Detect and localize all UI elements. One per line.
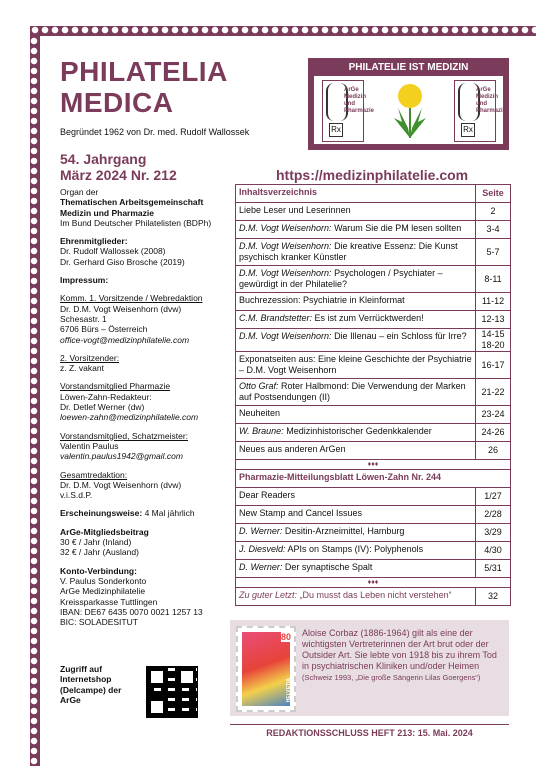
toc-entry-page: 2 — [475, 203, 510, 220]
toc-entry-author: D.M. Vogt Weisenhorn: — [239, 268, 332, 278]
toc-entry-page: 14-15 18-20 — [475, 329, 510, 351]
toc-entry-page: 1/27 — [475, 488, 510, 505]
toc-entry-author: D. Werner: — [239, 526, 283, 536]
rx-icon-right: Rx — [461, 123, 475, 137]
toc-entry-title: Liebe Leser und Leserinnen — [239, 205, 351, 215]
rx-icon: Rx — [329, 123, 343, 137]
sidebar-imprint — [60, 187, 232, 635]
toc-entry-author: J. Diesveld: — [239, 544, 286, 554]
toc-section2-title: Pharmazie-Mitteilungsblatt Löwen-Zahn Nr. 244 — [239, 472, 442, 482]
philatelie-ist-medizin-badge — [308, 58, 509, 150]
toc-entry[interactable] — [236, 239, 510, 266]
toc-entry-page: 23-24 — [475, 406, 510, 423]
vice-label: 2. Vorsitzender: — [60, 352, 120, 363]
toc-entry-title: Die kreative Essenz: Die Kunst psychisch kranker Künstler — [239, 241, 458, 262]
account-line: ArGe Medizinphilatelie — [60, 586, 146, 597]
toc-entry-page: 3-4 — [475, 221, 510, 238]
feature-text — [302, 628, 504, 683]
toc-entry-title: Dear Readers — [239, 490, 296, 500]
toc-entry[interactable] — [236, 506, 510, 524]
organ-line: Organ der — [60, 187, 99, 197]
toc-entry[interactable] — [236, 293, 510, 311]
honorary-member: Dr. Gerhard Giso Brosche (2019) — [60, 256, 185, 267]
caduceus-emblem-right-icon — [454, 80, 507, 142]
toc-entry-title: Die Illenau – ein Schloss für Irre? — [334, 331, 467, 341]
badge-emblems — [314, 76, 507, 144]
toc-entry[interactable] — [236, 379, 510, 406]
toc-closing-page: 32 — [475, 588, 510, 605]
organ-bdph: Im Bund Deutscher Philatelisten (BDPh) — [60, 217, 212, 228]
toc-header — [236, 185, 510, 203]
toc-entry-author: C.M. Brandstetter: — [239, 313, 313, 323]
editor-note: v.i.S.d.P. — [60, 490, 93, 501]
toc-closing-entry[interactable] — [236, 588, 510, 605]
feature-citation: (Schweiz 1993, „Die große Sängerin Lilas Goergens“) — [302, 673, 481, 682]
toc-entry-title: Desitin-Arzneimittel, Hamburg — [284, 526, 405, 536]
toc-entry-page: 3/29 — [475, 524, 510, 541]
dandelion-icon — [388, 78, 432, 142]
toc-entry-page: 5/31 — [475, 560, 510, 577]
chair-street: Schesastr. 1 — [60, 313, 107, 324]
toc-entry-page: 21-22 — [475, 379, 510, 405]
toc-entry[interactable] — [236, 542, 510, 560]
frequency-label: Erscheinungsweise: — [60, 508, 143, 519]
editor-name: Dr. D.M. Vogt Weisenhorn (dvw) — [60, 479, 182, 490]
toc-entry-title: Warum Sie die PM lesen sollten — [334, 223, 462, 233]
toc-entry-title: Buchrezession: Psychiatrie in Kleinformat — [239, 295, 405, 305]
account-line: Kreissparkasse Tuttlingen — [60, 596, 158, 607]
toc-entry-title: Der synaptische Spalt — [284, 562, 373, 572]
toc-entry-author: W. Braune: — [239, 426, 284, 436]
editor-label: Gesamtredaktion: — [60, 469, 128, 480]
volume: 54. Jahrgang — [60, 151, 147, 167]
masthead-title — [60, 56, 228, 118]
emblem-org-label-right: ArGe Medizin und Pharmazie — [476, 87, 507, 114]
issue-info — [60, 151, 177, 183]
toc-entry-title: Psychologen / Psychiater – gewürdigt in der Philatelie? — [239, 268, 443, 289]
treasurer-email-link[interactable]: valentin.paulus1942@gmail.com — [60, 451, 183, 462]
aloise-corbaz-stamp-image — [236, 626, 296, 712]
toc-entry[interactable] — [236, 524, 510, 542]
account-bic: BIC: SOLADESITUT — [60, 617, 138, 628]
title-line-2: MEDICA — [60, 87, 174, 118]
toc-entry-page: 5-7 — [475, 239, 510, 265]
title-line-1: PHILATELIA — [60, 56, 228, 87]
toc-separator: ♦♦♦ — [236, 578, 510, 588]
imprint-label: Impressum: — [60, 275, 109, 286]
chair-email-link[interactable]: office-vogt@medizinphilatelie.com — [60, 334, 190, 345]
board-pharma-role: Löwen-Zahn-Redakteur: — [60, 391, 152, 402]
toc-entry-page: 4/30 — [475, 542, 510, 559]
toc-entry-title: Exponatseiten aus: Eine kleine Geschichte der Psychiatrie – D.M. Vogt Weisenhorn — [239, 354, 472, 375]
honorary-label: Ehrenmitglieder: — [60, 236, 128, 247]
toc-entry[interactable] — [236, 488, 510, 506]
toc-entry[interactable] — [236, 203, 510, 221]
toc-entry-title: Roter Halbmond: Die Verwendung der Marken auf Postsendungen (II) — [239, 381, 466, 402]
chair-city: 6706 Bürs – Österreich — [60, 324, 148, 335]
toc-entry-page: 26 — [475, 442, 510, 459]
chair-name: Dr. D.M. Vogt Weisenhorn (dvw) — [60, 303, 182, 314]
toc-entry-page: 24-26 — [475, 424, 510, 441]
account-iban: IBAN: DE67 6435 0070 0021 1257 13 — [60, 606, 203, 617]
stamp-country: HELVETIA — [286, 677, 292, 702]
toc-entry-page: 8-11 — [475, 266, 510, 292]
shop-label: Zugriff auf Internetshop (Delcampe) der ArGe — [60, 664, 122, 705]
toc-entry-author: Otto Graf: — [239, 381, 279, 391]
toc-separator: ♦♦♦ — [236, 460, 510, 470]
toc-entry-author: D. Werner: — [239, 562, 283, 572]
qr-code-icon[interactable] — [146, 666, 198, 718]
account-line: V. Paulus Sonderkonto — [60, 575, 147, 586]
badge-title: PHILATELIE IST MEDIZIN — [348, 62, 469, 73]
toc-entry-page: 16-17 — [475, 352, 510, 378]
board-pharma-label: Vorstandsmitglied Pharmazie — [60, 381, 171, 392]
toc-entry[interactable] — [236, 560, 510, 578]
feature-description: Aloise Corbaz (1886-1964) gilt als eine der wichtigsten Vertreterinnen der Art brut oder der Outsider Art. Sie lebte von 1918 bis zu ihrem Tod in psychiatrischen Kliniken und/oder Heimen — [302, 628, 497, 671]
toc-main-entries — [236, 203, 510, 460]
website-link[interactable]: https://medizinphilatelie.com — [276, 167, 469, 183]
toc-entry-page: 11-12 — [475, 293, 510, 310]
emblem-org-label: ArGe Medizin und Pharmazie — [344, 87, 375, 114]
stamp-perforation-top — [30, 26, 536, 36]
toc-entry-author: D.M. Vogt Weisenhorn: — [239, 241, 332, 251]
toc-entry[interactable] — [236, 329, 510, 352]
treasurer-label: Vorstandsmitglied, Schatzmeister: — [60, 430, 189, 441]
organ-name: Thematischen Arbeitsgemeinschaft Medizin und Pharmazie — [60, 197, 204, 218]
toc-header-title: Inhaltsverzeichnis — [239, 187, 318, 197]
toc-entry-title: Neues aus anderen ArGen — [239, 444, 346, 454]
toc-entry-title: Neuheiten — [239, 408, 281, 418]
toc-closing-author: Zu guter Letzt: — [239, 590, 298, 600]
toc-entry[interactable] — [236, 266, 510, 293]
toc-entry[interactable] — [236, 406, 510, 424]
stamp-value: 80 — [280, 632, 291, 642]
fee-inland: 30 € / Jahr (Inland) — [60, 537, 132, 548]
caduceus-emblem-icon — [322, 80, 375, 142]
chair-label: Komm. 1. Vorsitzende / Webredaktion — [60, 293, 203, 304]
vice-value: z. Z. vakant — [60, 363, 104, 374]
toc-closing-title: „Du musst das Leben nicht verstehen“ — [299, 590, 452, 600]
toc-header-page: Seite — [475, 185, 510, 202]
honorary-member: Dr. Rudolf Wallossek (2008) — [60, 246, 166, 257]
toc-entry[interactable] — [236, 424, 510, 442]
account-label: Konto-Verbindung: — [60, 565, 137, 576]
issue-date: März 2024 Nr. 212 — [60, 167, 177, 183]
toc-entry-page: 2/28 — [475, 506, 510, 523]
toc-entry-title: Es ist zum Verrücktwerden! — [314, 313, 424, 323]
toc-section2-entries — [236, 488, 510, 578]
toc-entry[interactable] — [236, 221, 510, 239]
toc-entry-author: D.M. Vogt Weisenhorn: — [239, 223, 332, 233]
toc-entry[interactable] — [236, 352, 510, 379]
board-pharma-name: Dr. Detlef Werner (dw) — [60, 402, 145, 413]
toc-entry[interactable] — [236, 311, 510, 329]
treasurer-name: Valentin Paulus — [60, 440, 119, 451]
fee-label: ArGe-Mitgliedsbeitrag — [60, 526, 149, 537]
frequency-value: 4 Mal jährlich — [144, 508, 195, 519]
toc-entry-title: Medizinhistorischer Gedenkkalender — [286, 426, 432, 436]
table-of-contents — [235, 184, 511, 606]
founded-note: Begründet 1962 von Dr. med. Rudolf Wallossek — [60, 127, 250, 137]
stamp-perforation-left — [30, 36, 40, 766]
toc-entry-title: New Stamp and Cancel Issues — [239, 508, 363, 518]
toc-section2-header — [236, 470, 510, 488]
toc-entry[interactable] — [236, 442, 510, 460]
feature-box — [230, 620, 509, 716]
editorial-deadline: REDAKTIONSSCHLUSS HEFT 213: 15. Mai. 2024 — [230, 724, 509, 738]
toc-entry-author: D.M. Vogt Weisenhorn: — [239, 331, 332, 341]
toc-entry-page: 12-13 — [475, 311, 510, 328]
board-pharma-email-link[interactable]: loewen-zahn@medizinphilatelie.com — [60, 412, 199, 423]
toc-entry-title: APIs on Stamps (IV): Polyphenols — [287, 544, 424, 554]
fee-abroad: 32 € / Jahr (Ausland) — [60, 547, 139, 558]
